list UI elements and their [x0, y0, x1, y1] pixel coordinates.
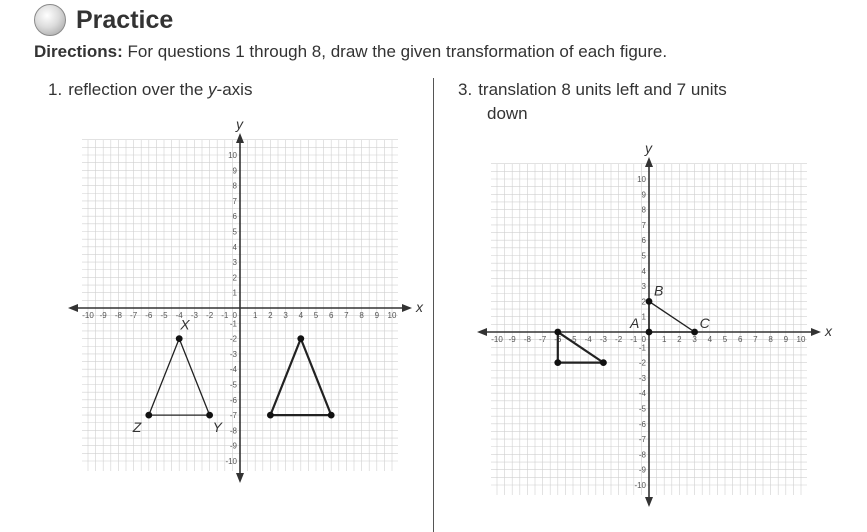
directions-label: Directions:	[34, 42, 123, 61]
graph-question-3[interactable]	[472, 140, 842, 502]
x-tick-label: 3	[283, 311, 288, 320]
y-tick-label: 1	[232, 288, 237, 298]
y-tick-label: -5	[229, 380, 237, 390]
vertex-point	[206, 412, 213, 419]
y-tick-label: 2	[232, 273, 237, 283]
question-text: reflection over the	[68, 80, 209, 99]
y-tick-label: -9	[638, 465, 646, 475]
vertex-label: B	[654, 282, 664, 299]
question-text-line2: down	[487, 104, 528, 123]
x-tick-label: -8	[523, 335, 531, 344]
x-tick-label: 8	[359, 311, 364, 320]
x-tick-label: -4	[175, 311, 183, 320]
question-number: 1.	[48, 80, 63, 99]
x-tick-label: 2	[677, 335, 682, 344]
vertex-point	[176, 335, 183, 342]
directions-body: For questions 1 through 8, draw the given transformation of each figure.	[122, 42, 668, 61]
y-tick-label: 9	[232, 166, 237, 176]
column-divider	[433, 78, 434, 532]
y-tick-label: -6	[229, 395, 237, 405]
vertex-label: X	[180, 316, 190, 333]
y-tick-label: -2	[638, 358, 646, 368]
x-tick-label: -9	[508, 335, 516, 344]
y-tick-label: 5	[641, 251, 646, 261]
y-tick-label: 10	[228, 151, 237, 160]
x-tick-label: 2	[268, 311, 273, 320]
y-tick-label: 6	[641, 236, 646, 246]
x-tick-label: -1	[630, 335, 638, 344]
x-tick-label: -7	[539, 335, 547, 344]
vertex-label: A	[630, 315, 640, 331]
y-tick-label: -3	[638, 373, 646, 383]
x-tick-label: -6	[554, 335, 562, 344]
practice-header	[34, 2, 173, 38]
question-number: 3.	[458, 80, 473, 99]
x-tick-label: 8	[768, 335, 773, 344]
y-tick-label: 8	[232, 181, 237, 191]
x-tick-label: -10	[491, 335, 503, 344]
x-tick-label: 5	[722, 335, 728, 344]
x-tick-label: 1	[252, 311, 258, 320]
y-tick-label: 3	[641, 282, 646, 292]
vertex-point	[691, 329, 698, 336]
vertex-point	[267, 412, 274, 419]
vertex-point	[297, 335, 304, 342]
vertex-point	[328, 412, 335, 419]
origin-label: 0	[641, 335, 646, 344]
y-tick-label: -10	[225, 457, 237, 466]
question-3	[458, 78, 798, 126]
x-tick-label: 6	[737, 335, 743, 344]
x-tick-label: 1	[661, 335, 667, 344]
x-tick-label: 5	[313, 311, 319, 320]
x-tick-label: -5	[569, 335, 577, 344]
y-tick-label: 4	[641, 266, 646, 276]
y-tick-label: -8	[229, 426, 237, 436]
x-tick-label: -3	[190, 311, 198, 320]
y-tick-label: 8	[641, 205, 646, 215]
y-axis-arrow-up	[645, 157, 653, 167]
y-axis-label: y	[236, 116, 243, 132]
directions-text	[34, 42, 667, 62]
y-axis-label: y	[645, 140, 652, 156]
x-tick-label: -8	[114, 311, 122, 320]
x-tick-label: 9	[374, 311, 380, 320]
x-tick-label: -5	[160, 311, 168, 320]
x-axis-arrow-left	[68, 304, 78, 312]
y-axis-arrow-up	[236, 133, 244, 143]
circle-bullet-icon	[34, 4, 66, 36]
y-tick-label: -1	[638, 343, 646, 353]
vertex-point	[600, 359, 607, 366]
x-axis-label: x	[416, 299, 423, 315]
x-tick-label: 7	[753, 335, 758, 344]
x-axis-label: x	[825, 323, 832, 339]
x-tick-label: 9	[783, 335, 789, 344]
y-tick-label: -7	[638, 435, 646, 445]
y-tick-label: -3	[229, 349, 237, 359]
vertex-point	[646, 329, 653, 336]
x-tick-label: -10	[82, 311, 94, 320]
x-tick-label: 6	[328, 311, 334, 320]
y-tick-label: -4	[229, 365, 237, 375]
y-tick-label: 5	[232, 227, 237, 237]
y-tick-label: -7	[229, 411, 237, 421]
y-tick-label: -6	[638, 419, 646, 429]
y-tick-label: 9	[641, 190, 646, 200]
page-title: Practice	[76, 5, 174, 34]
y-tick-label: -9	[229, 441, 237, 451]
y-tick-label: 7	[232, 196, 237, 206]
vertex-point	[646, 298, 653, 305]
vertex-point	[554, 329, 561, 336]
x-tick-label: 4	[298, 311, 304, 320]
vertex-label: Y	[212, 419, 222, 436]
x-tick-label: -4	[584, 335, 592, 344]
x-tick-label: -7	[130, 311, 138, 320]
y-tick-label: 6	[232, 212, 237, 222]
question-text: translation 8 units left and 7 units	[478, 80, 727, 99]
graph-question-1[interactable]	[60, 116, 423, 480]
y-axis-arrow-down	[645, 497, 653, 507]
y-tick-label: 3	[232, 258, 237, 268]
x-tick-label: -2	[206, 311, 214, 320]
x-tick-label: -3	[599, 335, 607, 344]
x-axis-arrow-right	[811, 328, 821, 336]
question-text-suffix: -axis	[216, 80, 253, 99]
x-tick-label: -6	[145, 311, 153, 320]
x-tick-label: -9	[99, 311, 107, 320]
x-tick-label: 10	[387, 311, 397, 320]
x-axis-arrow-left	[477, 328, 487, 336]
y-axis-arrow-down	[236, 473, 244, 483]
y-tick-label: -10	[634, 481, 646, 490]
vertex-point	[554, 359, 561, 366]
question-1	[48, 78, 252, 102]
y-tick-label: 7	[641, 220, 646, 230]
x-tick-label: 10	[796, 335, 806, 344]
x-tick-label: -2	[615, 335, 623, 344]
vertex-label: C	[699, 315, 710, 331]
vertex-label: Z	[132, 419, 142, 436]
x-tick-label: 7	[344, 311, 349, 320]
x-tick-label: 4	[707, 335, 713, 344]
question-variable: y	[208, 80, 217, 99]
y-tick-label: -5	[638, 404, 646, 414]
x-tick-label: -1	[221, 311, 229, 320]
y-tick-label: -2	[229, 334, 237, 344]
x-axis-arrow-right	[402, 304, 412, 312]
x-tick-label: 3	[692, 335, 697, 344]
y-tick-label: -4	[638, 389, 646, 399]
y-tick-label: -1	[229, 319, 237, 329]
y-tick-label: 1	[641, 312, 646, 322]
y-tick-label: 2	[641, 297, 646, 307]
vertex-point	[145, 412, 152, 419]
y-tick-label: -8	[638, 450, 646, 460]
y-tick-label: 10	[637, 175, 646, 184]
origin-label: 0	[232, 311, 237, 320]
y-tick-label: 4	[232, 242, 237, 252]
